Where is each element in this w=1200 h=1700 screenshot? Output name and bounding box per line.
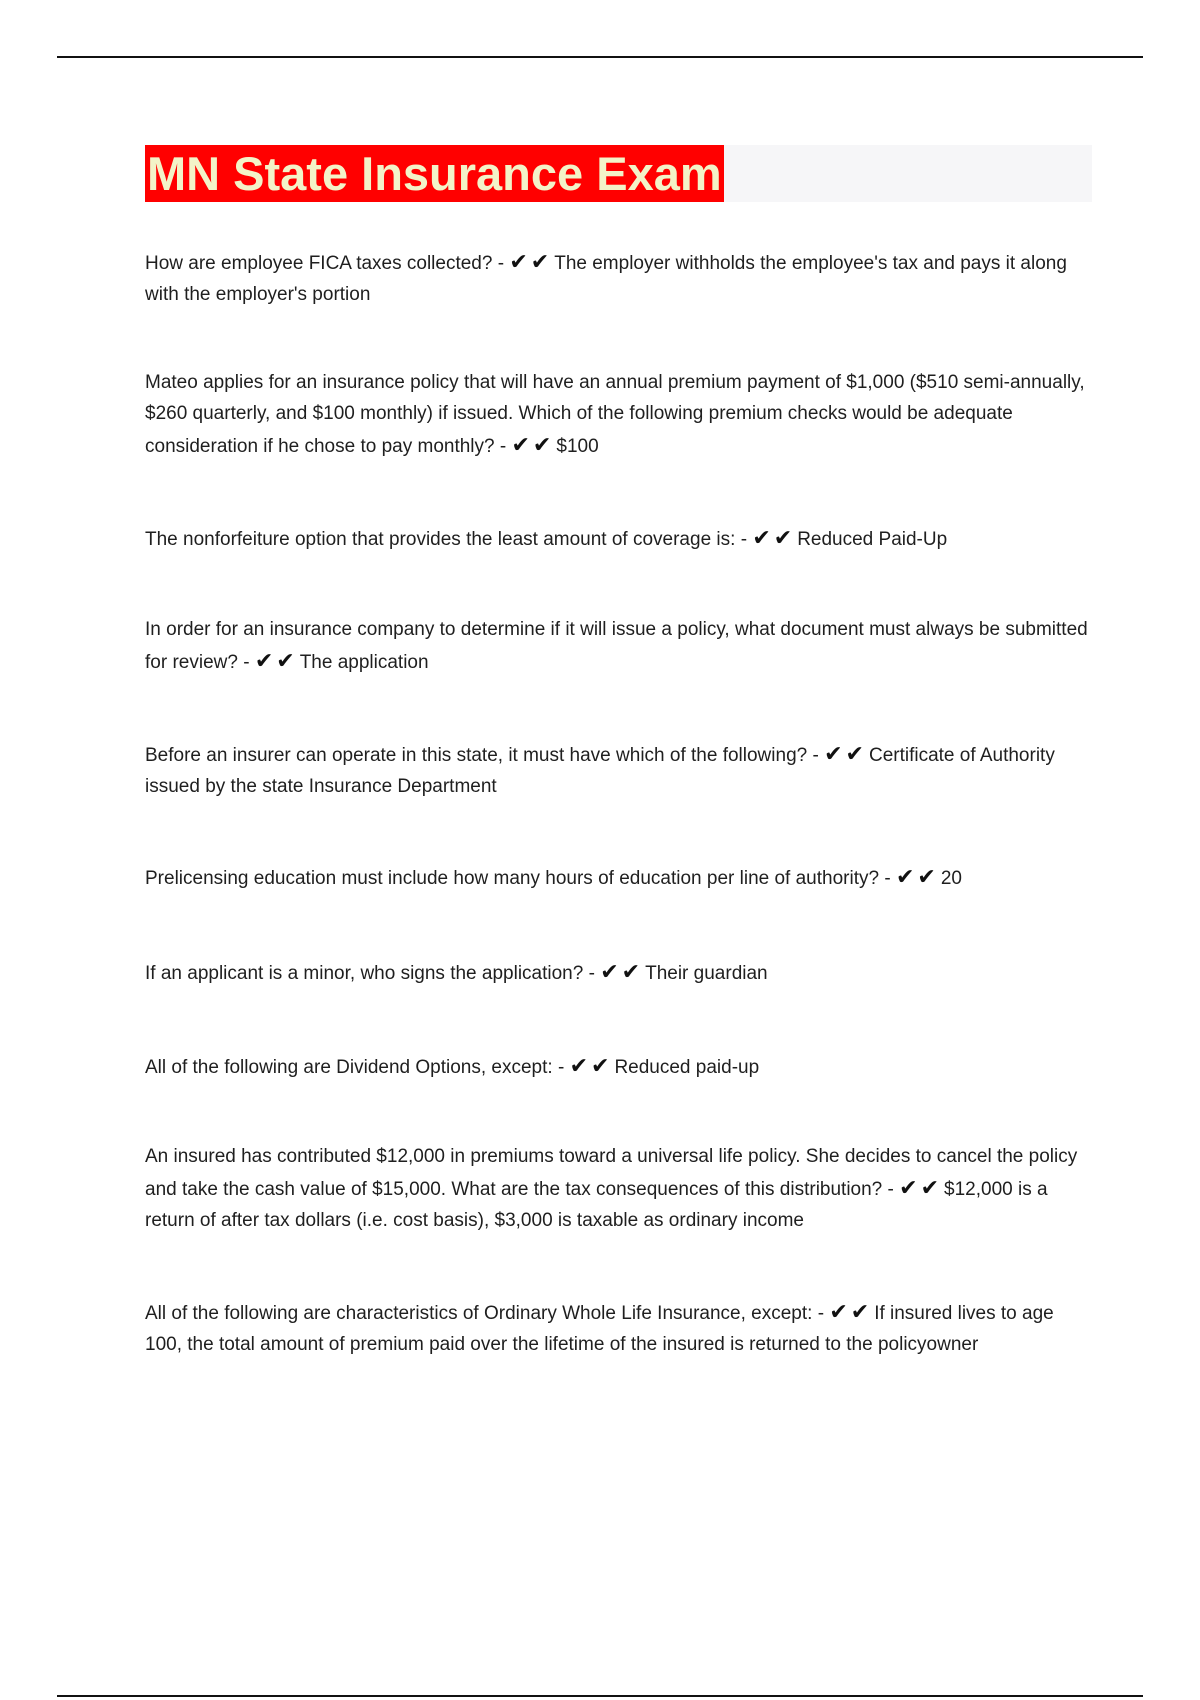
- question-text: If an applicant is a minor, who signs the application?: [145, 963, 584, 984]
- check-icon: ✔✔: [569, 1053, 613, 1078]
- qa-item-10: [145, 1296, 1090, 1360]
- answer-text: 20: [940, 868, 962, 889]
- qa-item-6: [145, 861, 1090, 894]
- answer-text: Their guardian: [645, 963, 768, 984]
- question-text: In order for an insurance company to determine if it will issue a policy, what document must always be submitted for review?: [145, 619, 1088, 673]
- qa-item-3: [145, 522, 1090, 555]
- answer-text: $100: [556, 436, 599, 457]
- answer-text: The application: [299, 652, 429, 673]
- question-text: Mateo applies for an insurance policy that will have an annual premium payment of $1,000 ($510 semi-annually, $260 quarterly, and $100 monthly) if issued. Which of the following premium checks would be adequate consideration if he chose to pay monthly?: [145, 372, 1085, 457]
- question-text: Prelicensing education must include how many hours of education per line of authority?: [145, 868, 880, 889]
- qa-item-9: [145, 1141, 1090, 1236]
- answer-text: Certificate of Authority issued by the state Insurance Department: [145, 745, 1055, 797]
- qa-item-7: [145, 956, 1090, 989]
- qa-item-8: [145, 1050, 1090, 1083]
- check-icon: ✔✔: [600, 959, 644, 984]
- question-text: All of the following are Dividend Options, except:: [145, 1057, 553, 1078]
- separator: -: [879, 868, 896, 889]
- answer-text: $12,000 is a return of after tax dollars (i.e. cost basis), $3,000 is taxable as ordinary income: [145, 1179, 1048, 1231]
- separator: -: [812, 1303, 830, 1324]
- separator: -: [735, 529, 753, 550]
- question-text: An insured has contributed $12,000 in premiums toward a universal life policy. She decides to cancel the policy and take the cash value of $15,000. What are the tax consequences of this distribution?: [145, 1146, 1078, 1200]
- qa-item-2: [145, 367, 1090, 462]
- answer-text: If insured lives to age 100, the total amount of premium paid over the lifetime of the insured is returned to the policyowner: [145, 1303, 1054, 1355]
- separator: -: [492, 253, 510, 274]
- question-text: The nonforfeiture option that provides the least amount of coverage is:: [145, 529, 736, 550]
- check-icon: ✔✔: [254, 648, 298, 673]
- check-icon: ✔✔: [899, 1175, 943, 1200]
- qa-item-5: [145, 738, 1090, 802]
- check-icon: ✔✔: [829, 1299, 873, 1324]
- check-icon: ✔✔: [752, 525, 796, 550]
- separator: -: [583, 963, 601, 984]
- answer-text: Reduced Paid-Up: [797, 529, 948, 550]
- answer-text: The employer withholds the employee's tax and pays it along with the employer's portion: [145, 253, 1067, 305]
- separator: -: [494, 436, 512, 457]
- check-icon: ✔✔: [824, 741, 867, 766]
- document-title: MN State Insurance Exam: [147, 147, 722, 200]
- check-icon: ✔✔: [895, 864, 939, 889]
- check-icon: ✔✔: [511, 432, 555, 457]
- qa-item-4: [145, 614, 1090, 678]
- page-bottom-rule: [57, 1695, 1143, 1697]
- separator: -: [237, 652, 255, 673]
- question-text: How are employee FICA taxes collected?: [145, 253, 493, 274]
- qa-item-1: [145, 246, 1090, 310]
- answer-text: Reduced paid-up: [614, 1057, 760, 1078]
- separator: -: [882, 1179, 900, 1200]
- separator: -: [552, 1057, 570, 1078]
- page-top-rule: [57, 56, 1143, 58]
- separator: -: [807, 745, 825, 766]
- question-text: All of the following are characteristics of Ordinary Whole Life Insurance, except:: [145, 1303, 813, 1324]
- question-text: Before an insurer can operate in this state, it must have which of the following?: [145, 745, 808, 766]
- check-icon: ✔✔: [509, 249, 553, 274]
